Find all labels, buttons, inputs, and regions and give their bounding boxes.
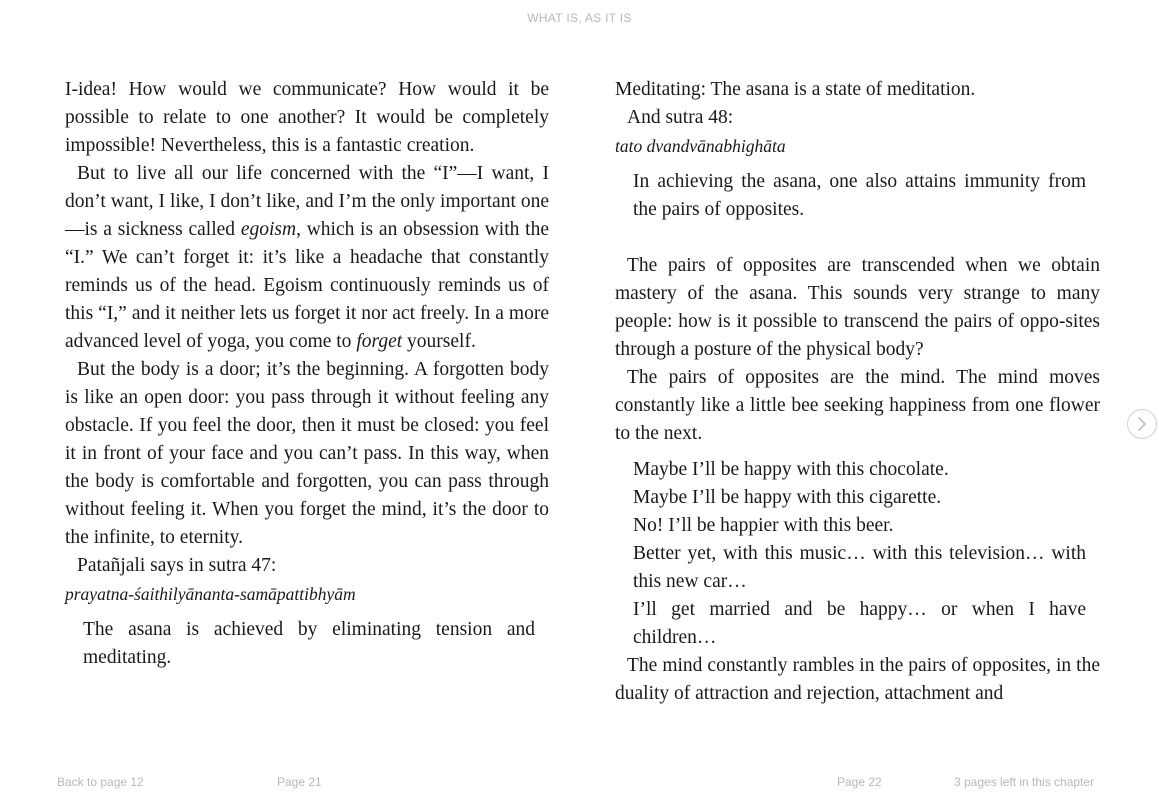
back-to-page-link[interactable]: Back to page 12 (57, 775, 144, 789)
paragraph: But the body is a door; it’s the beginning. A forgotten body is like an open door: you pass through it without feeling any obstacle. If you feel the door, then it must be closed: you feel it in front of your face and you can’t pass. In this way, when the body is comfortable and forgotten, you can pass through without feeling it. When you forget the mind, it’s the door to the infinite, to eternity. (65, 359, 549, 548)
sanskrit-verse: prayatna-śaithilyānanta-samāpattibhyām (65, 584, 356, 604)
paragraph: But to live all our life concerned with the “I”—I want, I don’t want, I like, I don’t like, and I’m the only important one—is a sickness called egoism, which is an obsession with the “I.” We can’t forget it: it’s like a headache that constantly reminds us of the head. Egoism continuously reminds us of this “I,” and it neither lets us forget it nor act freely. In a more advanced level of yoga, you come to forget yourself. (65, 163, 549, 352)
next-page-button[interactable] (1127, 409, 1157, 439)
sutra-translation: In achieving the asana, one also attains immunity from the pairs of opposites. (633, 171, 1086, 220)
list-item: Maybe I’ll be happy with this cigarette. (633, 487, 942, 508)
list-item: Maybe I’ll be happy with this chocolate. (633, 459, 949, 480)
paragraph: The pairs of opposites are transcended when we obtain mastery of the asana. This sounds very strange to many people: how is it possible to transcend the pairs of oppo-sites through a posture of the physical body? (615, 255, 1100, 360)
chapter-title: WHAT IS, AS IT IS (527, 11, 632, 25)
pages-left-indicator: 3 pages left in this chapter (954, 775, 1095, 789)
left-page (65, 76, 549, 672)
spacer (615, 224, 1100, 252)
paragraph: Meditating: The asana is a state of meditation. (615, 79, 976, 100)
right-page (615, 76, 1100, 708)
paragraph: The mind constantly rambles in the pairs of opposites, in the duality of attraction and rejection, attachment and (615, 655, 1100, 704)
sutra-translation: The asana is achieved by eliminating tension and meditating. (83, 619, 535, 668)
paragraph: Patañjali says in sutra 47: (77, 555, 277, 576)
emphasis: forget (356, 331, 403, 352)
sanskrit-verse: tato dvandvānabhighāta (615, 136, 786, 156)
list-item: I’ll get married and be happy… or when I have children… (633, 599, 1086, 648)
left-page-number: Page 21 (277, 775, 322, 789)
spacer (615, 448, 1100, 456)
emphasis: egoism (240, 219, 297, 240)
paragraph: And sutra 48: (627, 107, 734, 128)
chevron-right-icon (1136, 417, 1148, 431)
list-item: No! I’ll be happier with this beer. (633, 515, 894, 536)
paragraph: The pairs of opposites are the mind. The mind moves constantly like a little bee seeking happiness from one flower to the next. (615, 367, 1100, 444)
list-item: Better yet, with this music… with this television… with this new car… (633, 543, 1086, 592)
right-page-number: Page 22 (837, 775, 882, 789)
paragraph: I-idea! How would we communicate? How would it be possible to relate to one another? It would be completely impossible! Nevertheless, this is a fantastic creation. (65, 79, 549, 156)
